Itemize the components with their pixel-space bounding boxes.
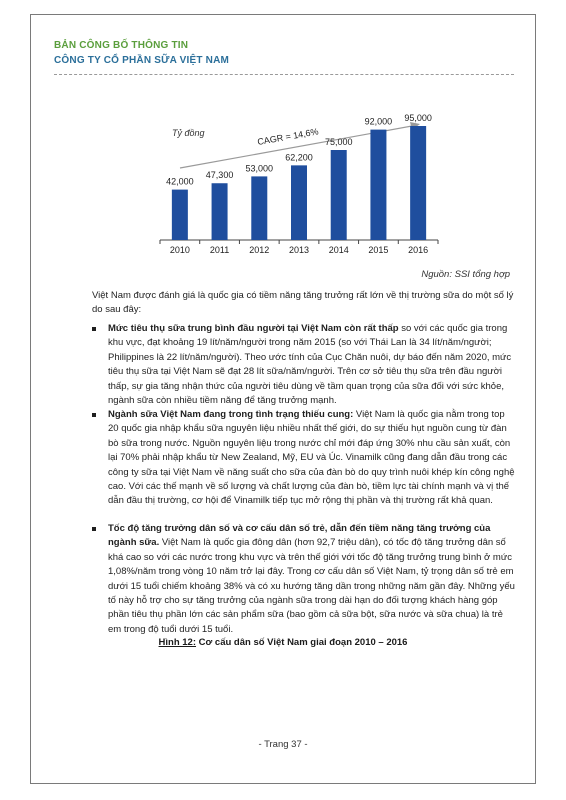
bullet-text: Việt Nam là quốc gia nằm trong top 20 quốc gia nhập khẩu sữa nguyên liệu nhiều nhất thế giới, do sự thiếu hụt nguồn cung từ đàn bò sữa trong nước. Nguồn nguyên liệu trong nước chỉ mới đáp ứng 30% nhu cầu sản xuất, còn lại 70% phải nhập khẩu từ New Zealand, Mỹ, EU và Úc. Vinamilk cũng đang dẫn đầu trong các công ty sữa tại Việt Nam về năng suất cho sữa của đàn bò do quy trình nuôi khép kín công nghệ cao. Với các thế mạnh về số lượng và chất lượng của đàn bò, tiềm lực tài chính mạnh và vị thế dẫn đầu thị trường, cơ hội để Vinamilk tiếp tục mở rộng thị phần và thị trường rất khả quan. [108, 409, 515, 507]
chart-source: Nguồn: SSI tổng hợp [421, 269, 510, 280]
bullet-item [92, 522, 516, 637]
chart-value-label: 62,200 [285, 152, 313, 163]
bullet-item [92, 408, 516, 509]
chart-bar [212, 183, 228, 240]
chart-tick-label: 2011 [209, 245, 230, 255]
figure-title: Cơ cấu dân số Việt Nam giai đoạn 2010 – 2016 [196, 637, 408, 648]
bullet-marker [92, 327, 96, 331]
figure-label: Hình 12: [158, 637, 197, 648]
chart-value-label: 47,300 [205, 170, 234, 181]
cagr-annotation: CAGR = 14,6% [256, 126, 320, 147]
chart-bar [370, 130, 386, 240]
publication-title: BẢN CÔNG BỐ THÔNG TIN [54, 40, 189, 51]
bullet-lead: Tốc độ tăng trưởng dân số và cơ cấu dân số trẻ, dẫn đến tiềm năng tăng trưởng của ngành sữa. [108, 523, 491, 549]
chart-bar [331, 150, 347, 240]
chart-value-label: 95,000 [404, 113, 432, 123]
chart-value-label: 75,000 [324, 137, 353, 147]
company-name: CÔNG TY CỔ PHẦN SỮA VIỆT NAM [54, 55, 230, 66]
bullet-item [92, 322, 516, 408]
bullet-text: Việt Nam là quốc gia đông dân (hơn 92,7 triệu dân), có tốc độ tăng trưởng dân số khá cao so với các nước trong khu vực và trên thế giới với tốc độ tăng trưởng trung bình ở mức 1,08%/năm trong vòng 10 năm trở lại đây. Trong cơ cấu dân số Việt Nam, tỷ trọng dân số trẻ em dưới 15 tuổi chiếm khoảng 38% và có xu hướng tăng dần trong những năm gần đây. Những yếu tố này hỗ trợ cho sự tăng trưởng của ngành sữa trong dài hạn do đối tượng khách hàng góp phần tiêu thụ phần lớn các sản phẩm sữa (bao gồm cả sữa bột, sữa nước và sữa chua) là trẻ em trong độ tuổi dưới 15 tuổi. [108, 537, 515, 635]
chart-tick-label: 2014 [328, 245, 349, 255]
chart-bar [172, 190, 188, 240]
page-number: - Trang 37 - [258, 739, 308, 750]
bullet-lead: Mức tiêu thụ sữa trung bình đầu người tại Việt Nam còn rất thấp [108, 323, 399, 334]
chart-tick-label: 2013 [288, 245, 310, 255]
chart-canvas [0, 0, 566, 300]
chart-y-label: Tỷ đồng [172, 128, 205, 138]
figure-caption [0, 637, 566, 648]
chart-bar [251, 176, 267, 240]
chart-bar [291, 165, 307, 240]
bullet-lead: Ngành sữa Việt Nam đang trong tình trạng thiếu cung: [108, 409, 354, 420]
chart-value-label: 53,000 [245, 163, 274, 174]
chart-value-label: 92,000 [364, 116, 393, 127]
chart-value-label: 42,000 [166, 176, 194, 187]
bullet-marker [92, 413, 96, 417]
chart-bar [410, 126, 426, 240]
chart-tick-label: 2015 [368, 245, 389, 255]
revenue-chart [0, 0, 566, 300]
bullet-marker [92, 527, 96, 531]
intro-paragraph: Việt Nam được đánh giá là quốc gia có tiềm năng tăng trưởng rất lớn về thị trường sữa do một số lý do sau đây: [92, 290, 514, 316]
chart-tick-label: 2012 [249, 245, 270, 255]
bullet-text: so với các quốc gia trong khu vực, đạt khoảng 19 lít/năm/người trong năm 2015 (so với Thái Lan là 34 lít/năm/người; Philippines là 22 lít/năm/người). Theo ước tính của Cục Chăn nuôi, dự báo đến năm 2020, mức tiêu thụ sữa tại Việt Nam sẽ đạt 28 lít sữa/năm/người. Trên cơ sở tiêu thụ sữa trên đầu người thấp, sự gia tăng nhận thức của người tiêu dùng về tầm quan trọng của sữa đối với sức khỏe, ngành sữa còn nhiều tiềm năng để tăng trưởng mạnh. [108, 323, 512, 407]
chart-tick-label: 2010 [169, 245, 190, 255]
chart-tick-label: 2016 [408, 245, 429, 255]
